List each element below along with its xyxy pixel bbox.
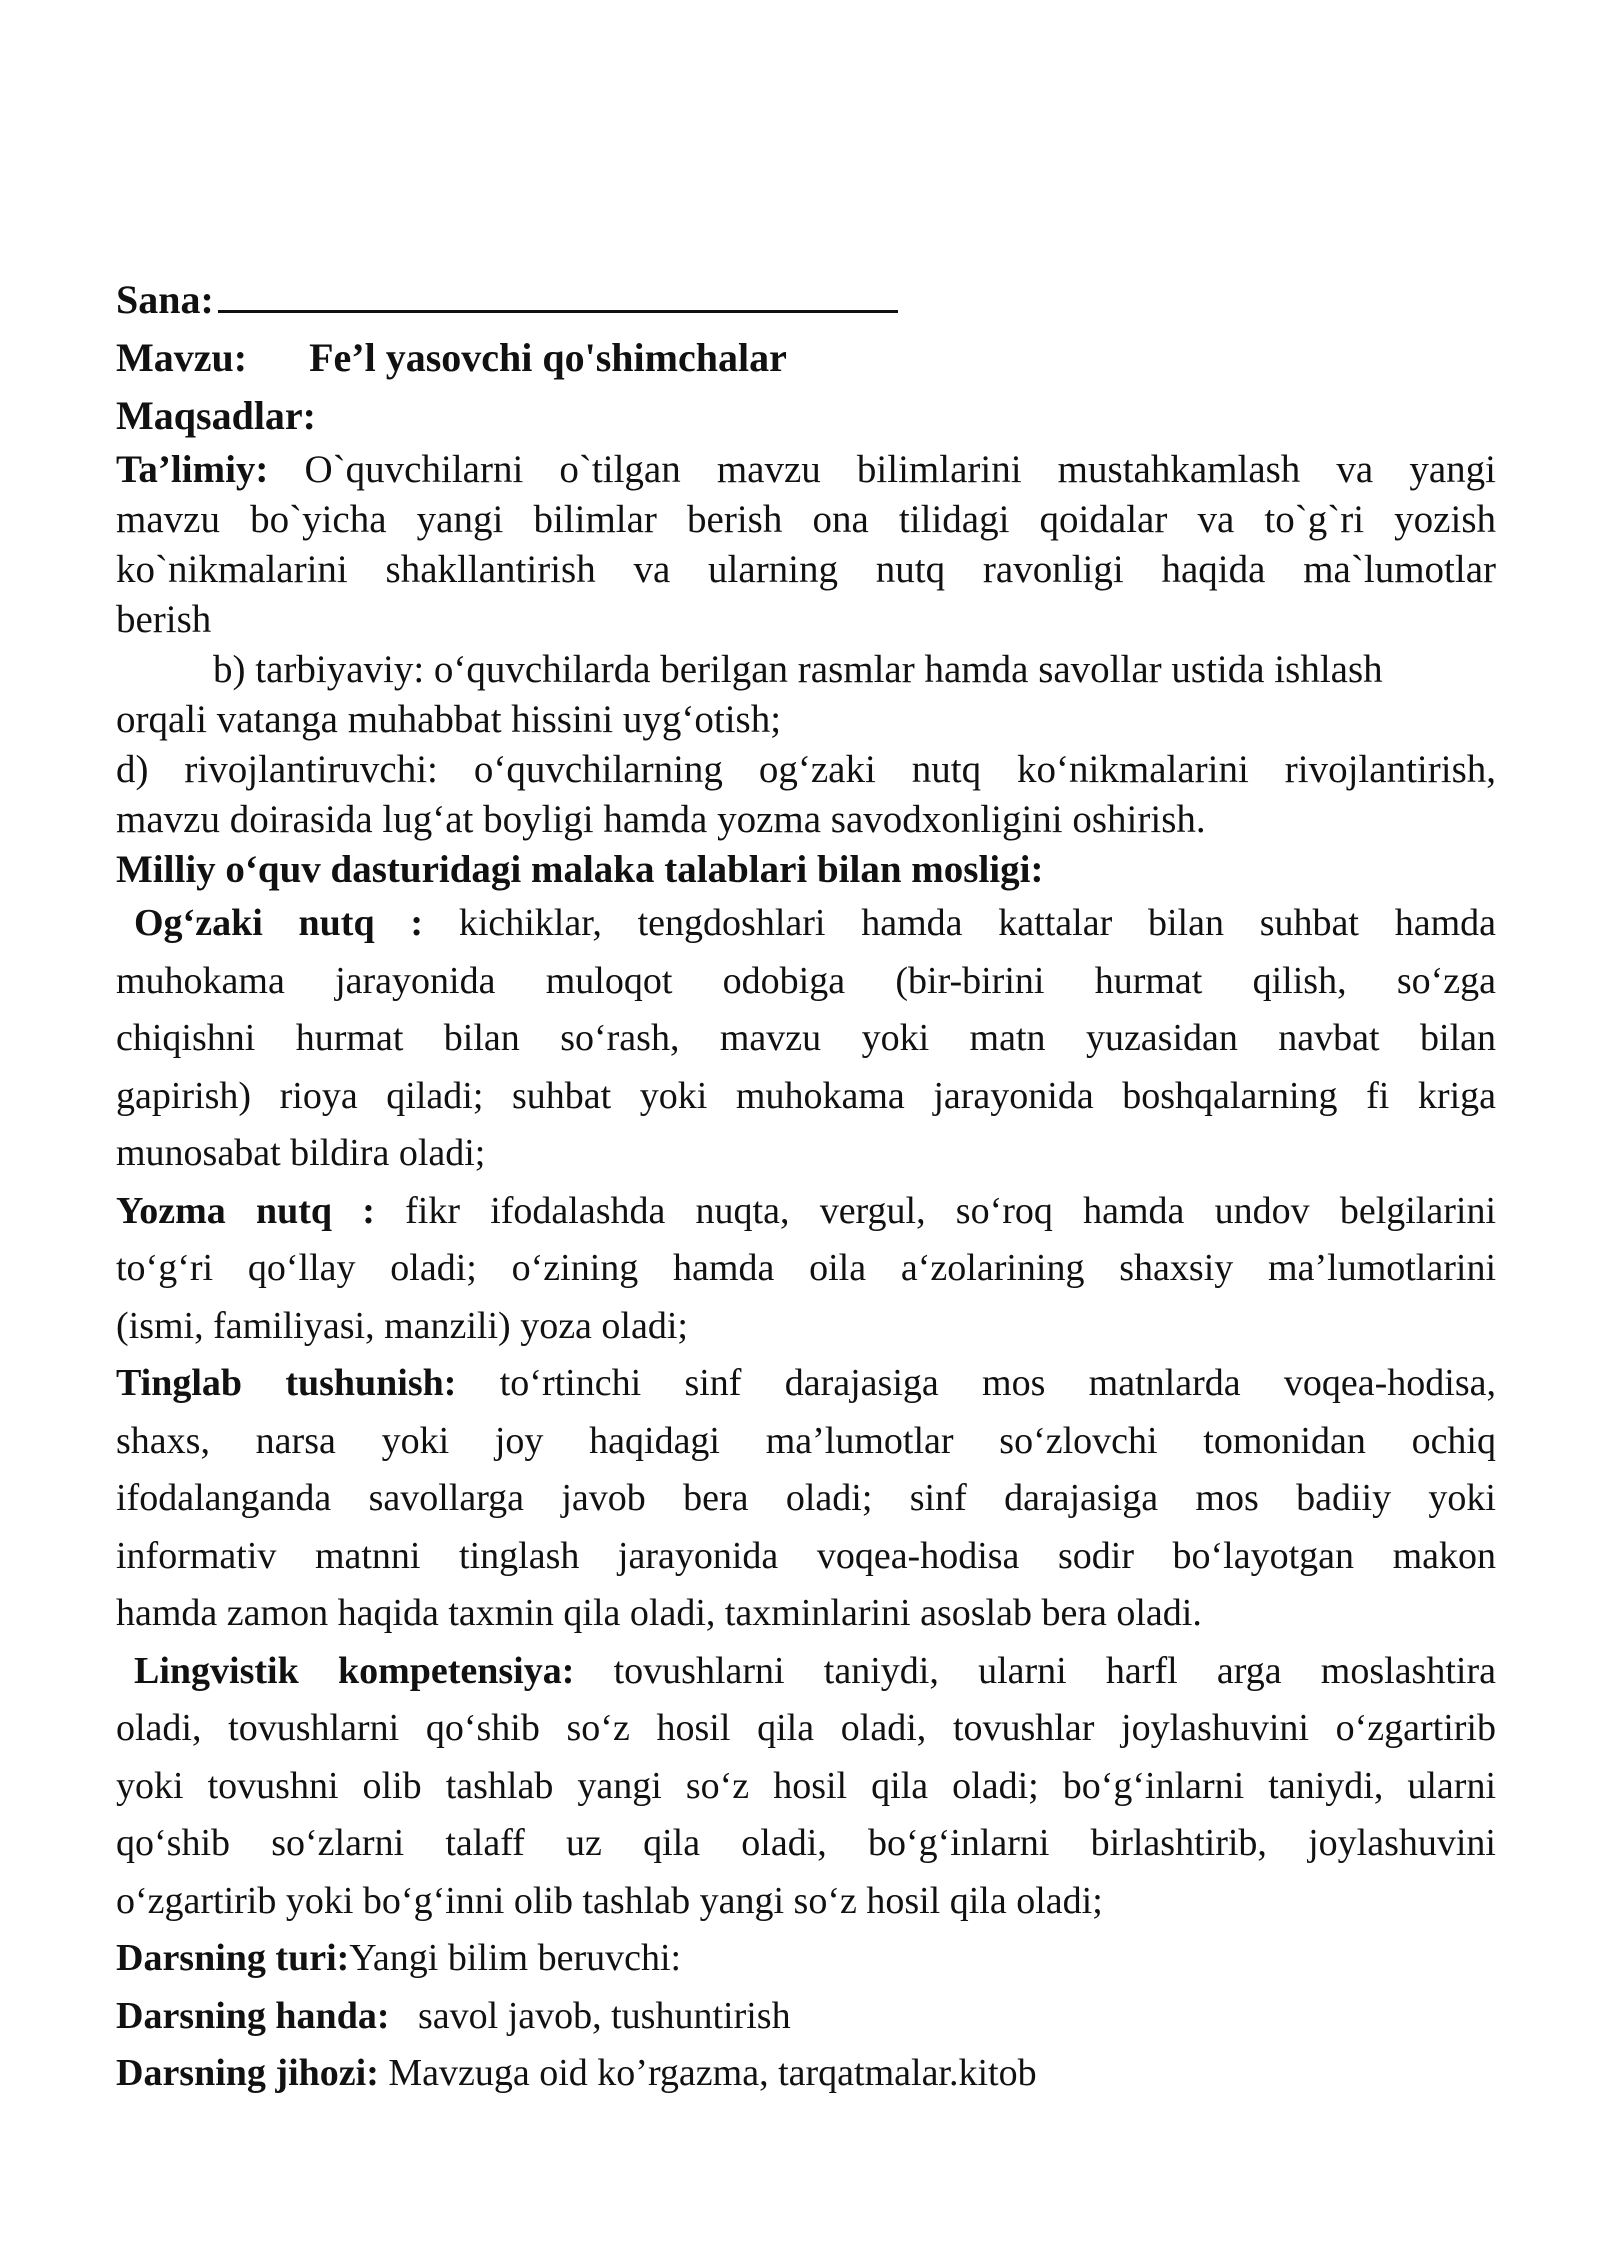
lingvistik-line-2: oladi, tovushlarni qo‘shib so‘z hosil qila oladi, tovushlar joylashuvini o‘zgartirib bbox=[116, 1707, 1496, 1749]
ogzaki-paragraph bbox=[116, 895, 1496, 1183]
tinglab-line-2: shaxs, narsa yoki joy haqidagi ma’lumotlar so‘zlovchi tomonidan ochiq bbox=[116, 1419, 1496, 1462]
lingvistik-paragraph bbox=[116, 1643, 1496, 1931]
talimiy-paragraph bbox=[116, 445, 1496, 645]
mavzu-label: Mavzu: bbox=[116, 335, 248, 380]
darsning-turi-label: Darsning turi: bbox=[116, 1937, 350, 1979]
darsning-jihozi-label: Darsning jihozi: bbox=[116, 2052, 379, 2094]
talimiy-line-1: Ta’limiy: O`quvchilarni o`tilgan mavzu bilimlarini mustahkamlash va yangi bbox=[116, 448, 1496, 491]
yozma-line-1: Yozma nutq : fikr ifodalashda nuqta, vergul, so‘roq hamda undov belgilarini bbox=[116, 1189, 1496, 1232]
mavzu-row bbox=[116, 329, 1496, 387]
tinglab-label: Tinglab tushunish: bbox=[116, 1362, 457, 1404]
lingvistik-line-1: Lingvistik kompetensiya: tovushlarni taniydi, ularni harfl arga moslashtira bbox=[134, 1649, 1496, 1692]
tinglab-line-3: ifodalanganda savollarga javob bera oladi; sinf darajasiga mos badiiy yoki bbox=[116, 1477, 1496, 1519]
talimiy-label: Ta’limiy: bbox=[116, 448, 269, 491]
ogzaki-line-3: chiqishni hurmat bilan so‘rash, mavzu yoki matn yuzasidan navbat bilan bbox=[116, 1017, 1496, 1059]
sana-row bbox=[116, 270, 1496, 329]
darsning-turi-value: Yangi bilim beruvchi: bbox=[349, 1937, 682, 1979]
yozma-paragraph bbox=[116, 1183, 1496, 1356]
talimiy-line-2: mavzu bo`yicha yangi bilimlar berish ona tilidagi qoidalar va to`g`ri yozish bbox=[116, 498, 1496, 541]
darsning-handa-label: Darsning handa: bbox=[116, 1994, 390, 2037]
darsning-jihozi-value: Mavzuga oid ko’rgazma, tarqatmalar.kitob bbox=[388, 2052, 1037, 2094]
tarbiyaviy-line-1: b) tarbiyaviy: o‘quvchilarda berilgan rasmlar hamda savollar ustida ishlash bbox=[213, 648, 1383, 691]
darsning-block bbox=[116, 1930, 1496, 2103]
yozma-label: Yozma nutq : bbox=[116, 1189, 375, 1232]
milliy-heading: Milliy o‘quv dasturidagi malaka talablari bilan mosligi: bbox=[116, 848, 1044, 891]
ogzaki-line-2: muhokama jarayonida muloqot odobiga (bir-birini hurmat qilish, so‘zga bbox=[116, 959, 1496, 1002]
lingvistik-line-3: yoki tovushni olib tashlab yangi so‘z hosil qila oladi; bo‘g‘inlarni taniydi, ularni bbox=[116, 1764, 1496, 1807]
mavzu-title: Fe’l yasovchi qo'shimchalar bbox=[309, 335, 787, 380]
rivojlantiruvchi-paragraph bbox=[116, 745, 1496, 845]
yozma-line-2: to‘g‘ri qo‘llay oladi; o‘zining hamda oila a‘zolarining shaxsiy ma’lumotlarini bbox=[116, 1247, 1496, 1289]
rivojlantiruvchi-line-2: mavzu doirasida lug‘at boyligi hamda yozma savodxonligini oshirish. bbox=[116, 798, 1206, 841]
tarbiyaviy-line-2: orqali vatanga muhabbat hissini uyg‘otish; bbox=[116, 698, 782, 741]
ogzaki-label: Og‘zaki nutq : bbox=[134, 902, 424, 944]
ogzaki-line-1: Og‘zaki nutq : kichiklar, tengdoshlari hamda kattalar bilan suhbat hamda bbox=[134, 902, 1497, 944]
darsning-jihozi-row bbox=[116, 2045, 1496, 2103]
darsning-handa-value: savol javob, tushuntirish bbox=[417, 1994, 791, 2037]
lingvistik-line-4: qo‘shib so‘zlarni talaff uz qila oladi, bo‘g‘inlarni birlashtirib, joylashuvini bbox=[116, 1822, 1496, 1864]
tinglab-paragraph bbox=[116, 1355, 1496, 1643]
tarbiyaviy-paragraph bbox=[116, 645, 1496, 745]
talimiy-line-4: berish bbox=[116, 598, 212, 641]
ogzaki-line-5: munosabat bildira oladi; bbox=[116, 1132, 486, 1174]
sana-label: Sana: bbox=[116, 277, 214, 322]
rivojlantiruvchi-line-1: d) rivojlantiruvchi: o‘quvchilarning og‘zaki nutq ko‘nikmalarini rivojlantirish, bbox=[116, 748, 1496, 791]
tinglab-line-1: Tinglab tushunish: to‘rtinchi sinf darajasiga mos matnlarda voqea-hodisa, bbox=[116, 1362, 1496, 1404]
lingvistik-line-5: o‘zgartirib yoki bo‘g‘inni olib tashlab yangi so‘z hosil qila oladi; bbox=[116, 1879, 1103, 1922]
darsning-turi-row bbox=[116, 1930, 1496, 1988]
tinglab-line-4: informativ matnni tinglash jarayonida voqea-hodisa sodir bo‘layotgan makon bbox=[116, 1534, 1496, 1577]
tinglab-line-5: hamda zamon haqida taxmin qila oladi, taxminlarini asoslab bera oladi. bbox=[116, 1592, 1202, 1634]
talimiy-line-3: ko`nikmalarini shakllantirish va ularning nutq ravonligi haqida ma`lumotlar bbox=[116, 548, 1496, 591]
header-block bbox=[116, 270, 1496, 445]
sana-blank-line bbox=[218, 270, 898, 313]
darsning-handa-row bbox=[116, 1988, 1496, 2046]
lingvistik-label: Lingvistik kompetensiya: bbox=[134, 1649, 575, 1692]
maqsadlar-heading: Maqsadlar: bbox=[116, 393, 316, 438]
ogzaki-line-4: gapirish) rioya qiladi; suhbat yoki muhokama jarayonida boshqalarning fi kriga bbox=[116, 1074, 1496, 1117]
lesson-plan bbox=[116, 270, 1496, 2103]
yozma-line-3: (ismi, familiyasi, manzili) yoza oladi; bbox=[116, 1304, 688, 1347]
